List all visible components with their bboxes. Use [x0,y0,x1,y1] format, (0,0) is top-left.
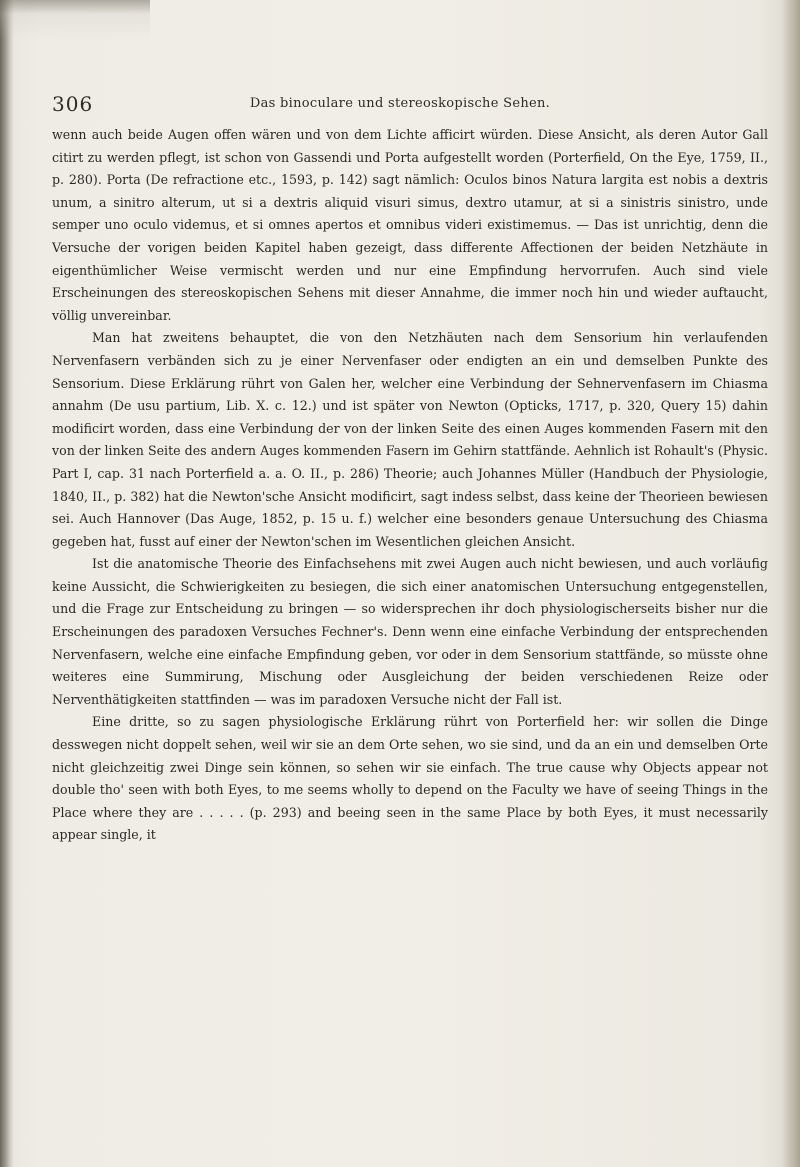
page-edge [782,0,800,1167]
corner-shadow [0,0,150,40]
page-header [0,92,800,116]
paragraph-2: Man hat zweitens behauptet, die von den Netzhäuten nach dem Sensorium hin verlaufenden Nervenfasern verbänden sich zu je einer Nervenfaser oder endigten an ein und demselben Punkte des Sensorium. Diese Erklärung rührt von Galen her, welcher eine Verbindung der Sehnervenfasern im Chiasma annahm (De usu partium, Lib. X. c. 12.) und ist später von Newton (Opticks, 1717, p. 320, Query 15) dahin modificirt worden, dass eine Verbindung der von der linken Seite des einen Auges kommenden Fasern mit den von der linken Seite des andern Auges kommenden Fasern im Gehirn stattfände. Aehnlich ist Rohault's (Physic. Part I, cap. 31 nach Porterfield a. a. O. II., p. 286) Theorie; auch Johannes Müller (Handbuch der Physiologie, 1840, II., p. 382) hat die Newton'sche Ansicht modificirt, sagt indess selbst, dass keine der Theorieen bewiesen sei. Auch Hannover (Das Auge, 1852, p. 15 u. f.) welcher eine besonders genaue Untersuchung des Chiasma gegeben hat, fusst auf einer der Newton'schen im Wesentlichen gleichen Ansicht. [52,330,768,549]
binding-shadow [0,0,14,1167]
paragraph-1: wenn auch beide Augen offen wären und von dem Lichte afficirt würden. Diese Ansicht, als deren Autor Gall citirt zu werden pflegt, ist schon von Gassendi und Porta aufgestellt worden (Porterfield, On the Eye, 1759, II., p. 280). Porta (De refractione etc., 1593, p. 142) sagt nämlich: Oculos binos Natura largita est nobis a dextris unum, a sinitro alterum, ut si a dextris aliquid visuri simus, dextro utamur, at si a sinistris sinistro, unde semper uno oculo videmus, et si omnes apertos et omnibus videri existimemus. — Das ist unrichtig, denn die Versuche der vorigen beiden Kapitel haben gezeigt, dass differente Affectionen der beiden Netzhäute in eigenthümlicher Weise vermischt werden und nur eine Empfindung hervorrufen. Auch sind viele Erscheinungen des stereoskopischen Sehens mit dieser Annahme, die immer noch hin und wieder auftaucht, völlig unvereinbar. [52,127,768,323]
paragraph-4: Eine dritte, so zu sagen physiologische Erklärung rührt von Porterfield her: wir sollen die Dinge desswegen nicht doppelt sehen, weil wir sie an dem Orte sehen, wo sie sind, und da an ein und demselben Orte nicht gleichzeitig zwei Dinge sein können, so sehen wir sie einfach. The true cause why Objects appear not double tho' seen with both Eyes, to me seems wholly to depend on the Faculty we have of seeing Things in the Place where they are . . . . . (p. 293) and beeing seen in the same Place by both Eyes, it must necessarily appear single, it [52,714,768,843]
running-title: Das binoculare und stereoskopische Sehen. [249,96,551,111]
body-text [52,124,768,847]
paragraph-3: Ist die anatomische Theorie des Einfachsehens mit zwei Augen auch nicht bewiesen, und auch vorläufig keine Aussicht, die Schwierigkeiten zu besiegen, die sich einer anatomischen Untersuchung entgegenstellen, und die Frage zur Entscheidung zu bringen — so widersprechen ihr doch physiologischerseits bisher nur die Erscheinungen des paradoxen Versuches Fechner's. Denn wenn eine einfache Verbindung der entsprechenden Nervenfasern, welche eine einfache Empfindung geben, vor oder in dem Sensorium stattfände, so müsste ohne weiteres eine Summirung, Mischung oder Ausgleichung der beiden verschiedenen Reize oder Nerventhätigkeiten stattfinden — was im paradoxen Versuche nicht der Fall ist. [52,556,768,707]
page-number: 306 [52,92,94,116]
